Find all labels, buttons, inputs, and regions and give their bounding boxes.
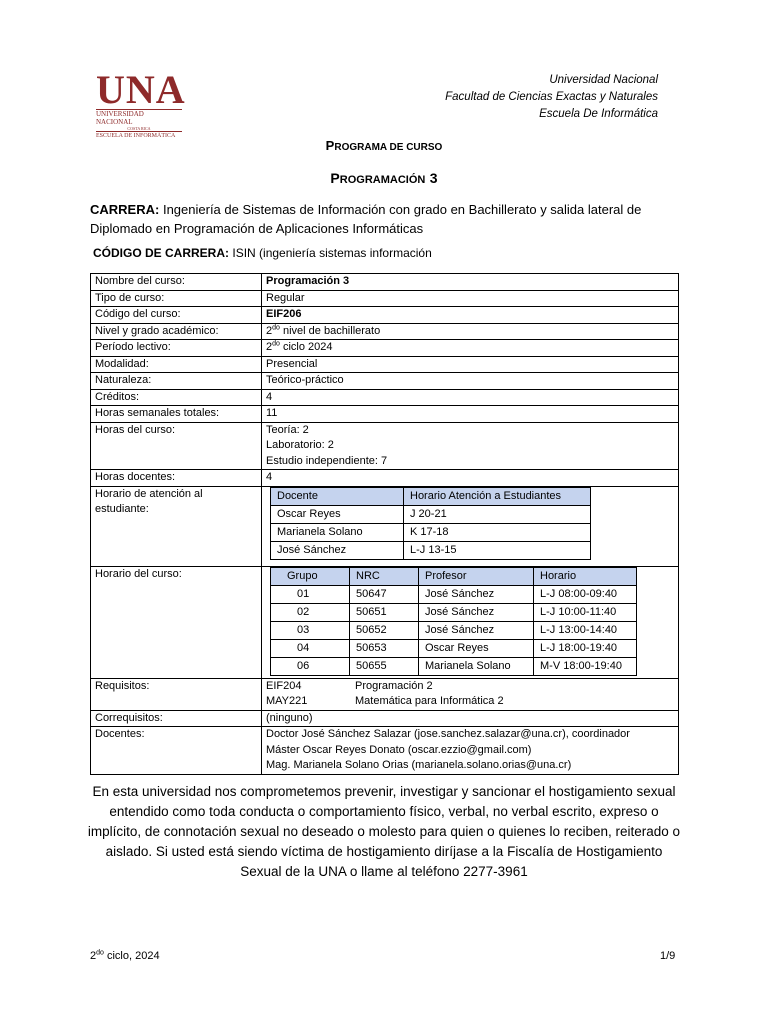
horario-header-row: [271, 567, 637, 585]
horario-nrc: 50651: [350, 603, 419, 621]
horario-header-nrc: NRC: [350, 567, 419, 585]
horario-cell: [262, 566, 679, 678]
docente-line: Máster Oscar Reyes Donato (oscar.ezzio@gmail.com): [266, 743, 532, 756]
codigo-carrera-section: [93, 246, 432, 260]
harassment-notice: En esta universidad nos comprometemos prevenir, investigar y sancionar el hostigamiento sexual entendido como toda conducta o comportamiento físico, verbal, no verbal escrito, expreso o implícito, de connotación sexual no deseado o molesto para quien o quienes lo reciben, reiterado o aislado. Si usted está siendo víctima de hostigamiento diríjase a la Fiscalía de Hostigamiento Sexual de la UNA o llame al teléfono 2277-3961: [87, 784, 681, 879]
requisito-name: Programación 2: [355, 679, 433, 692]
atencion-header-docente: Docente: [271, 487, 404, 505]
horario-horario: L-J 08:00-09:40: [534, 585, 637, 603]
logo-country-text: COSTA RICA: [127, 126, 151, 131]
table-row: [91, 422, 679, 470]
naturaleza-value: Teórico-práctico: [262, 373, 679, 390]
document-title: PROGRAMA DE CURSO: [325, 138, 443, 153]
horario-nrc: 50652: [350, 621, 419, 639]
horario-header-profesor: Profesor: [419, 567, 534, 585]
atencion-horario: L-J 13-15: [404, 541, 591, 559]
atencion-docente: Marianela Solano: [271, 523, 404, 541]
horas-laboratorio: Laboratorio: 2: [266, 439, 334, 451]
table-row: [91, 566, 679, 678]
table-row: [91, 389, 679, 406]
codigo-carrera-label: CÓDIGO DE CARRERA:: [93, 246, 230, 260]
horario-profesor: José Sánchez: [419, 603, 534, 621]
atencion-docente: José Sánchez: [271, 541, 404, 559]
creditos-value: 4: [262, 389, 679, 406]
table-row: [91, 373, 679, 390]
horario-profesor: Marianela Solano: [419, 657, 534, 675]
table-row: [271, 523, 591, 541]
horario-horario: L-J 10:00-11:40: [534, 603, 637, 621]
logo-una-text: UNA: [96, 67, 186, 112]
tipo-label: Tipo de curso:: [91, 290, 262, 307]
codigo-curso-value: EIF206: [262, 307, 679, 324]
table-row: [91, 727, 679, 775]
atencion-docente: Oscar Reyes: [271, 505, 404, 523]
tipo-value: Regular: [262, 290, 679, 307]
horario-profesor: Oscar Reyes: [419, 639, 534, 657]
codigo-carrera-value: ISIN (ingeniería sistemas información: [232, 246, 432, 260]
table-row: [271, 505, 591, 523]
nivel-label: Nivel y grado académico:: [91, 323, 262, 340]
requisito-code: EIF204: [266, 679, 302, 692]
table-row: [271, 621, 637, 639]
horario-nrc: 50653: [350, 639, 419, 657]
horario-label: Horario del curso:: [91, 566, 262, 678]
naturaleza-label: Naturaleza:: [91, 373, 262, 390]
correquisitos-value: (ninguno): [262, 710, 679, 727]
carrera-value: Ingeniería de Sistemas de Información con grado en Bachillerato y salida lateral de Diplomado en Programación de Aplicaciones Informáticas: [90, 202, 642, 236]
header-school: Escuela De Informática: [539, 108, 658, 120]
logo-university-text: UNIVERSIDAD NACIONAL: [96, 109, 182, 126]
atencion-table: [270, 487, 591, 560]
requisitos-value: [262, 678, 679, 710]
table-row: [91, 290, 679, 307]
horas-docentes-label: Horas docentes:: [91, 470, 262, 487]
docentes-label: Docentes:: [91, 727, 262, 775]
table-row: [91, 274, 679, 291]
horario-profesor: José Sánchez: [419, 585, 534, 603]
atencion-cell: [262, 486, 679, 566]
horario-nrc: 50647: [350, 585, 419, 603]
atencion-label: Horario de atención al estudiante:: [91, 486, 262, 566]
table-row: [91, 340, 679, 357]
horas-semanales-label: Horas semanales totales:: [91, 406, 262, 423]
table-row: [91, 356, 679, 373]
atencion-header-row: [271, 487, 591, 505]
codigo-curso-label: Código del curso:: [91, 307, 262, 324]
nombre-value: Programación 3: [262, 274, 679, 291]
horario-header-grupo: Grupo: [271, 567, 350, 585]
carrera-label: CARRERA:: [90, 202, 160, 217]
docentes-value: [262, 727, 679, 775]
requisito-item: [266, 694, 674, 710]
requisito-code: MAY221: [266, 695, 308, 707]
table-row: [271, 639, 637, 657]
horario-grupo: 02: [271, 603, 350, 621]
requisito-item: [266, 679, 674, 695]
table-row: [271, 541, 591, 559]
requisito-name: Matemática para Informática 2: [355, 695, 504, 707]
course-title: PROGRAMACIÓN 3: [330, 170, 438, 186]
table-row: [91, 678, 679, 710]
nombre-label: Nombre del curso:: [91, 274, 262, 291]
table-row: [91, 486, 679, 566]
periodo-label: Período lectivo:: [91, 340, 262, 357]
periodo-value: $2^{do}$ ciclo 2024: [262, 340, 679, 357]
horario-grupo: 01: [271, 585, 350, 603]
horario-header-horario: Horario: [534, 567, 637, 585]
institution-header: [445, 72, 658, 123]
horario-table: [270, 567, 637, 676]
horas-semanales-value: 11: [262, 406, 679, 423]
modalidad-label: Modalidad:: [91, 356, 262, 373]
horas-curso-label: Horas del curso:: [91, 422, 262, 470]
horario-horario: L-J 13:00-14:40: [534, 621, 637, 639]
horas-curso-value: [262, 422, 679, 470]
table-row: [91, 710, 679, 727]
requisitos-label: Requisitos:: [91, 678, 262, 710]
table-row: [271, 603, 637, 621]
carrera-section: [90, 200, 690, 238]
table-row: [271, 585, 637, 603]
page-number: 1/9: [660, 950, 676, 962]
atencion-horario: K 17-18: [404, 523, 591, 541]
docente-line: Mag. Marianela Solano Orias (marianela.solano.orias@una.cr): [266, 759, 572, 771]
table-row: [91, 307, 679, 324]
horario-grupo: 06: [271, 657, 350, 675]
una-logo: [96, 67, 192, 139]
atencion-header-horario: Horario Atención a Estudiantes: [404, 487, 591, 505]
course-info-table: [90, 273, 679, 775]
horas-estudio: Estudio independiente: 7: [266, 454, 388, 467]
nivel-value: $2^{do}$ nivel de bachillerato: [262, 323, 679, 340]
table-row: [91, 406, 679, 423]
header-university: Universidad Nacional: [549, 74, 658, 86]
docente-line: Doctor José Sánchez Salazar (jose.sanchez.salazar@una.cr), coordinador: [266, 728, 630, 740]
horas-docentes-value: 4: [262, 470, 679, 487]
logo-school-text: ESCUELA DE INFORMÁTICA: [96, 131, 182, 140]
correquisitos-label: Correquisitos:: [91, 710, 262, 727]
header-faculty: Facultad de Ciencias Exactas y Naturales: [445, 91, 658, 103]
modalidad-value: Presencial: [262, 356, 679, 373]
footer-cycle: $2^{do}$ ciclo, 2024: [90, 949, 160, 962]
horario-nrc: 50655: [350, 657, 419, 675]
creditos-label: Créditos:: [91, 389, 262, 406]
horario-grupo: 03: [271, 621, 350, 639]
horario-grupo: 04: [271, 639, 350, 657]
horario-profesor: José Sánchez: [419, 621, 534, 639]
atencion-horario: J 20-21: [404, 505, 591, 523]
table-row: [91, 323, 679, 340]
horario-horario: L-J 18:00-19:40: [534, 639, 637, 657]
horario-horario: M-V 18:00-19:40: [534, 657, 637, 675]
table-row: [271, 657, 637, 675]
table-row: [91, 470, 679, 487]
horas-teoria: Teoría: 2: [266, 423, 309, 436]
